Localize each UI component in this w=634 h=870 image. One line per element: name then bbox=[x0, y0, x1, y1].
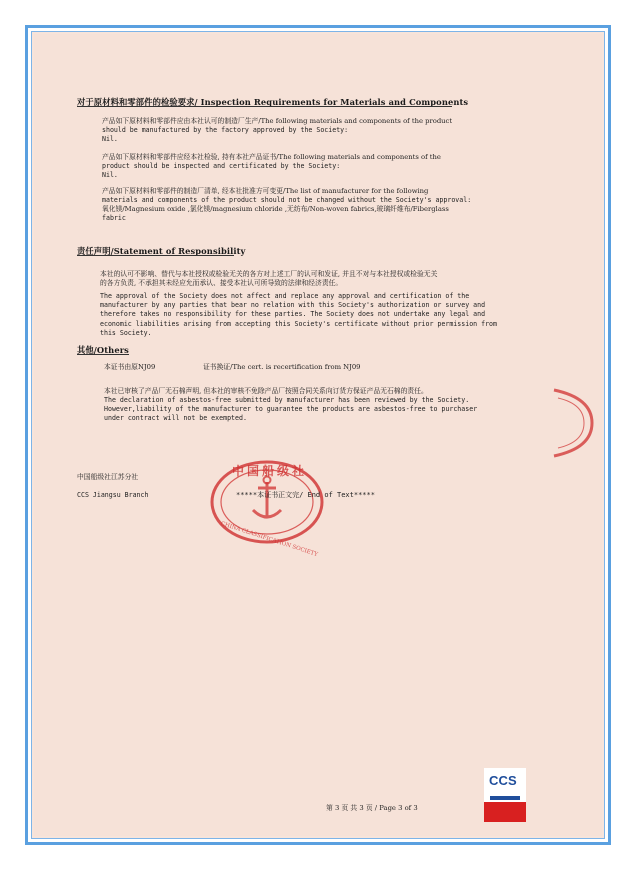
cert-origin: 本证书由原NJ09 bbox=[104, 363, 156, 371]
resp-en-line4: economic liabilities arising from accepting this Society's certificate without prior permission from bbox=[100, 320, 497, 328]
p2-line3: Nil. bbox=[102, 171, 118, 179]
section-underline bbox=[77, 255, 234, 256]
p3-line4: fabric bbox=[102, 214, 126, 222]
asbestos-cn: 本社已审核了产品厂无石棉声明, 但本社的审核不免除产品厂按照合同关系向订货方保证产品无石棉的责任。 bbox=[104, 387, 428, 395]
p3-line2: materials and components of the product should not be changed without the Society's approval: bbox=[102, 196, 472, 204]
asbestos-en-line1: The declaration of asbestos-free submitted by manufacturer has been reviewed by the Society. bbox=[104, 396, 470, 404]
resp-en-line5: this Society. bbox=[100, 329, 152, 337]
section-underline bbox=[77, 106, 452, 107]
branch-name-en: CCS Jiangsu Branch bbox=[77, 491, 149, 499]
p3-line1: 产品如下原材料和零部件的制造厂清单, 经本社批准方可变更/The list of manufacturer for the following bbox=[102, 187, 429, 195]
recertification-note: 证书换证/The cert. is recertification from NJ09 bbox=[203, 363, 361, 371]
asbestos-en-line3: under contract will not be exempted. bbox=[104, 414, 247, 422]
page-number: 第 3 页 共 3 页 / Page 3 of 3 bbox=[326, 804, 418, 812]
p3-line3: 氧化镁/Magnesium oxide ,氯化镁/magnesium chloride ,无纺布/Non-woven fabrics,玻璃纤维布/Fiberglass bbox=[102, 205, 449, 213]
section-underline bbox=[77, 354, 129, 355]
p1-line3: Nil. bbox=[102, 135, 118, 143]
end-of-text: *****本证书正文完/ End of Text***** bbox=[236, 491, 375, 499]
section-title-responsibility: 责任声明/Statement of Responsibility bbox=[77, 246, 246, 256]
section-title-inspection: 对于原材料和零部件的检验要求/ Inspection Requirements for Materials and Components bbox=[77, 97, 469, 107]
resp-en-line3: therefore takes no responsibility for these parties. The Society does not undertake any legal and bbox=[100, 310, 486, 318]
ccs-logo-text: CCS bbox=[489, 773, 517, 788]
p1-line2: should be manufactured by the factory approved by the Society: bbox=[102, 126, 349, 134]
side-seal-fragment bbox=[548, 388, 598, 458]
branch-name-cn: 中国船级社江苏分社 bbox=[77, 473, 139, 481]
resp-cn-line1: 本社的认可不影响、替代与本社授权或检验无关的各方对上述工厂的认可和发证, 并且不对与本社授权或检验无关 bbox=[100, 270, 438, 278]
resp-cn-line2: 的各方负责, 不承担其未经应允而承认、接受本社认可所导致的法律和经济责任。 bbox=[100, 279, 343, 287]
resp-en-line1: The approval of the Society does not affect and replace any approval and certification of the bbox=[100, 292, 470, 300]
section-title-others: 其他/Others bbox=[77, 345, 129, 355]
p1-line1: 产品如下原材料和零部件应由本社认可的制造厂生产/The following materials and components of the product bbox=[102, 117, 453, 125]
asbestos-en-line2: However,liability of the manufacturer to guarantee the products are asbestos-free to purchaser bbox=[104, 405, 478, 413]
stamp-bottom-text: CHINA CLASSIFICATION SOCIETY bbox=[219, 520, 319, 559]
p2-line1: 产品如下原材料和零部件应经本社检验, 持有本社产品证书/The following materials and components of the bbox=[102, 153, 441, 161]
stamp-top-text: 中国船级社 bbox=[232, 464, 308, 478]
p2-line2: product should be inspected and certificated by the Society: bbox=[102, 162, 341, 170]
resp-en-line2: manufacturer by any parties that bear no relation with this Society's authorization or survey and bbox=[100, 301, 486, 309]
